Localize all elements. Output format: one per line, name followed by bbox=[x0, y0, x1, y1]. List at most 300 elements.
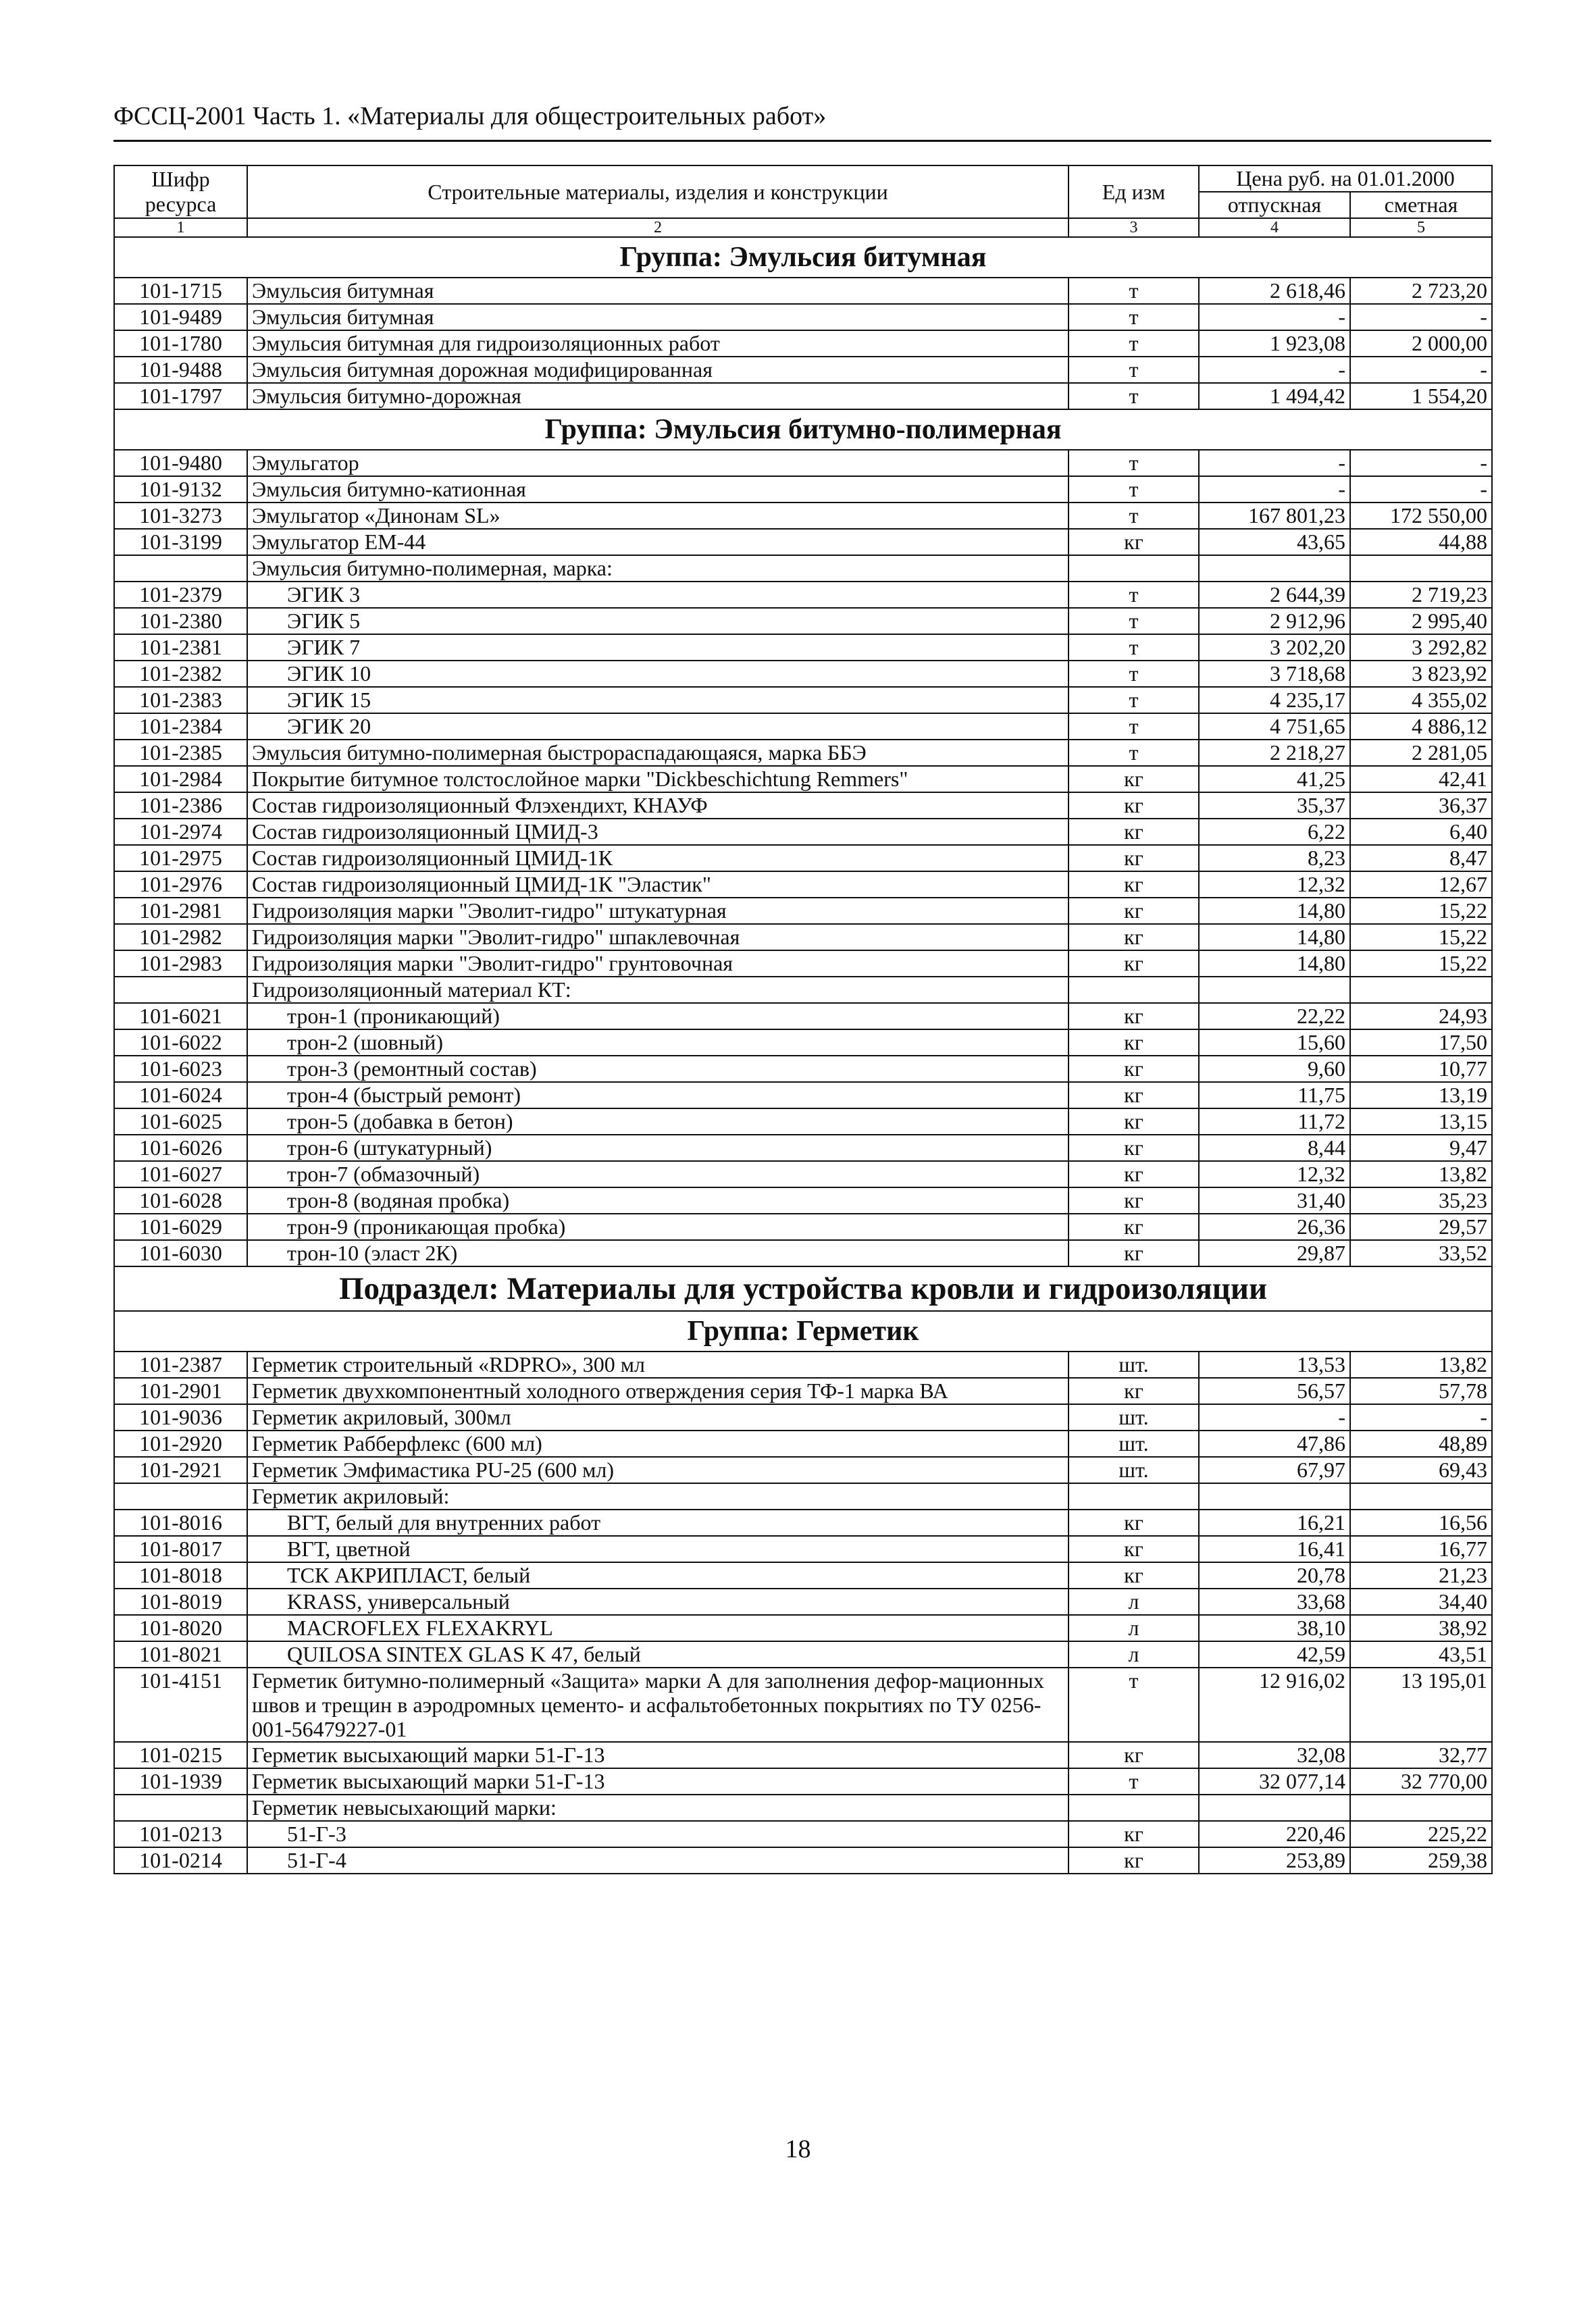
col-number: 2 bbox=[247, 218, 1069, 237]
release-price: 20,78 bbox=[1199, 1562, 1350, 1589]
page-number: 18 bbox=[785, 2135, 811, 2163]
table-row bbox=[114, 450, 1492, 476]
resource-code: 101-2382 bbox=[114, 661, 247, 687]
table-row bbox=[114, 582, 1492, 608]
col-number: 4 bbox=[1199, 218, 1350, 237]
material-name: трон-5 (добавка в бетон) bbox=[247, 1108, 1069, 1135]
material-name: трон-4 (быстрый ремонт) bbox=[247, 1082, 1069, 1108]
resource-code: 101-0214 bbox=[114, 1847, 247, 1874]
release-price: - bbox=[1199, 1404, 1350, 1431]
unit: т bbox=[1069, 1668, 1199, 1742]
release-price: 8,44 bbox=[1199, 1135, 1350, 1161]
price-table bbox=[113, 165, 1493, 1874]
code-cell bbox=[114, 1483, 247, 1510]
estimate-price: 3 823,92 bbox=[1350, 661, 1492, 687]
resource-code: 101-9132 bbox=[114, 476, 247, 503]
unit: л bbox=[1069, 1641, 1199, 1668]
unit: л bbox=[1069, 1589, 1199, 1615]
estimate-price: 12,67 bbox=[1350, 871, 1492, 898]
resource-code: 101-3199 bbox=[114, 529, 247, 555]
estimate-price: 13,15 bbox=[1350, 1108, 1492, 1135]
unit: кг bbox=[1069, 1214, 1199, 1240]
material-name: ЭГИК 7 bbox=[247, 634, 1069, 661]
resource-code: 101-1797 bbox=[114, 383, 247, 409]
material-name: трон-1 (проникающий) bbox=[247, 1003, 1069, 1029]
unit: кг bbox=[1069, 1187, 1199, 1214]
table-row bbox=[114, 871, 1492, 898]
unit: кг bbox=[1069, 1003, 1199, 1029]
material-name: трон-9 (проникающая пробка) bbox=[247, 1214, 1069, 1240]
material-name: Гидроизоляция марки "Эволит-гидро" штукатурная bbox=[247, 898, 1069, 924]
material-name: Герметик битумно-полимерный «Защита» марки А для заполнения дефор-мационных швов и трещин в аэродромных цементо- и асфальтобетонных покрытиях по ТУ 0256-001-56479227-01 bbox=[247, 1668, 1069, 1742]
subheading-name: Эмульсия битумно-полимерная, марка: bbox=[247, 555, 1069, 582]
unit: кг bbox=[1069, 1847, 1199, 1874]
table-row bbox=[114, 330, 1492, 357]
resource-code: 101-3273 bbox=[114, 503, 247, 529]
release-price: 16,41 bbox=[1199, 1536, 1350, 1562]
resource-code: 101-1780 bbox=[114, 330, 247, 357]
release-price: 3 718,68 bbox=[1199, 661, 1350, 687]
subheading-name: Герметик невысыхающий марки: bbox=[247, 1795, 1069, 1821]
unit: кг bbox=[1069, 1029, 1199, 1056]
material-name: Эмульсия битумно-полимерная быстрораспадающаяся, марка ББЭ bbox=[247, 740, 1069, 766]
estimate-price: 57,78 bbox=[1350, 1378, 1492, 1404]
resource-code: 101-8021 bbox=[114, 1641, 247, 1668]
table-row bbox=[114, 1135, 1492, 1161]
resource-code: 101-6030 bbox=[114, 1240, 247, 1266]
release-price: 38,10 bbox=[1199, 1615, 1350, 1641]
table-row bbox=[114, 1615, 1492, 1641]
resource-code: 101-6029 bbox=[114, 1214, 247, 1240]
resource-code: 101-6023 bbox=[114, 1056, 247, 1082]
unit: кг bbox=[1069, 871, 1199, 898]
unit: шт. bbox=[1069, 1431, 1199, 1457]
resource-code: 101-9488 bbox=[114, 357, 247, 383]
group-heading-row bbox=[114, 409, 1492, 450]
unit: т bbox=[1069, 661, 1199, 687]
page-header: ФССЦ-2001 Часть 1. «Материалы для общестроительных работ» bbox=[113, 102, 827, 130]
table-row bbox=[114, 1589, 1492, 1615]
material-name: QUILOSA SINTEX GLAS K 47, белый bbox=[247, 1641, 1069, 1668]
estimate-price: 17,50 bbox=[1350, 1029, 1492, 1056]
release-price: 41,25 bbox=[1199, 766, 1350, 792]
estimate-price-cell bbox=[1350, 977, 1492, 1003]
release-price: - bbox=[1199, 450, 1350, 476]
unit: кг bbox=[1069, 766, 1199, 792]
resource-code: 101-1939 bbox=[114, 1768, 247, 1795]
section-heading-row bbox=[114, 1266, 1492, 1311]
material-name: Гидроизоляция марки "Эволит-гидро" шпаклевочная bbox=[247, 924, 1069, 950]
table-row bbox=[114, 792, 1492, 819]
unit: т bbox=[1069, 582, 1199, 608]
unit: т bbox=[1069, 450, 1199, 476]
release-price-cell bbox=[1199, 1795, 1350, 1821]
estimate-price: 2 281,05 bbox=[1350, 740, 1492, 766]
release-price: 43,65 bbox=[1199, 529, 1350, 555]
unit: кг bbox=[1069, 845, 1199, 871]
material-name: ВГТ, цветной bbox=[247, 1536, 1069, 1562]
material-name: Эмульсия битумная bbox=[247, 278, 1069, 304]
resource-code: 101-6027 bbox=[114, 1161, 247, 1187]
table-row bbox=[114, 278, 1492, 304]
estimate-price: 15,22 bbox=[1350, 950, 1492, 977]
table-row bbox=[114, 357, 1492, 383]
unit: кг bbox=[1069, 819, 1199, 845]
estimate-price: 69,43 bbox=[1350, 1457, 1492, 1483]
release-price: - bbox=[1199, 304, 1350, 330]
material-name: Эмульсия битумная дорожная модифицированная bbox=[247, 357, 1069, 383]
release-price: 16,21 bbox=[1199, 1510, 1350, 1536]
resource-code: 101-6026 bbox=[114, 1135, 247, 1161]
release-price: 3 202,20 bbox=[1199, 634, 1350, 661]
estimate-price: 2 995,40 bbox=[1350, 608, 1492, 634]
estimate-price: 43,51 bbox=[1350, 1641, 1492, 1668]
release-price: 220,46 bbox=[1199, 1821, 1350, 1847]
header-release: отпускная bbox=[1199, 192, 1350, 218]
release-price: 2 218,27 bbox=[1199, 740, 1350, 766]
estimate-price: 13,82 bbox=[1350, 1161, 1492, 1187]
release-price: 22,22 bbox=[1199, 1003, 1350, 1029]
material-name: Герметик акриловый, 300мл bbox=[247, 1404, 1069, 1431]
subheading-row bbox=[114, 977, 1492, 1003]
table-row bbox=[114, 740, 1492, 766]
material-name: трон-2 (шовный) bbox=[247, 1029, 1069, 1056]
unit: т bbox=[1069, 740, 1199, 766]
release-price: 12,32 bbox=[1199, 1161, 1350, 1187]
table-row bbox=[114, 1082, 1492, 1108]
material-name: Герметик высыхающий марки 51-Г-13 bbox=[247, 1768, 1069, 1795]
release-price: 12 916,02 bbox=[1199, 1668, 1350, 1742]
material-name: Герметик Эмфимастика PU-25 (600 мл) bbox=[247, 1457, 1069, 1483]
release-price: - bbox=[1199, 357, 1350, 383]
resource-code: 101-2387 bbox=[114, 1352, 247, 1378]
table-row bbox=[114, 1161, 1492, 1187]
group-heading: Группа: Эмульсия битумная bbox=[114, 237, 1492, 278]
table-row bbox=[114, 1641, 1492, 1668]
estimate-price: 1 554,20 bbox=[1350, 383, 1492, 409]
table-row bbox=[114, 1768, 1492, 1795]
col-number: 5 bbox=[1350, 218, 1492, 237]
estimate-price: 16,77 bbox=[1350, 1536, 1492, 1562]
material-name: ЭГИК 10 bbox=[247, 661, 1069, 687]
release-price: 14,80 bbox=[1199, 924, 1350, 950]
material-name: Герметик двухкомпонентный холодного отверждения серия ТФ-1 марка ВА bbox=[247, 1378, 1069, 1404]
estimate-price: 35,23 bbox=[1350, 1187, 1492, 1214]
resource-code: 101-2921 bbox=[114, 1457, 247, 1483]
resource-code: 101-2982 bbox=[114, 924, 247, 950]
table-row bbox=[114, 1510, 1492, 1536]
table-row bbox=[114, 713, 1492, 740]
material-name: Герметик высыхающий марки 51-Г-13 bbox=[247, 1742, 1069, 1768]
estimate-price: 9,47 bbox=[1350, 1135, 1492, 1161]
resource-code: 101-2385 bbox=[114, 740, 247, 766]
unit: т bbox=[1069, 304, 1199, 330]
unit: т bbox=[1069, 383, 1199, 409]
estimate-price: 2 000,00 bbox=[1350, 330, 1492, 357]
unit: шт. bbox=[1069, 1457, 1199, 1483]
resource-code: 101-8016 bbox=[114, 1510, 247, 1536]
table-row bbox=[114, 1668, 1492, 1742]
resource-code: 101-0213 bbox=[114, 1821, 247, 1847]
unit: кг bbox=[1069, 898, 1199, 924]
resource-code: 101-6025 bbox=[114, 1108, 247, 1135]
resource-code: 101-2383 bbox=[114, 687, 247, 713]
unit-cell bbox=[1069, 1483, 1199, 1510]
release-price: 15,60 bbox=[1199, 1029, 1350, 1056]
material-name: Покрытие битумное толстослойное марки "Dickbeschichtung Remmers" bbox=[247, 766, 1069, 792]
unit: кг bbox=[1069, 1240, 1199, 1266]
material-name: Эмульгатор ЕМ-44 bbox=[247, 529, 1069, 555]
release-price: 9,60 bbox=[1199, 1056, 1350, 1082]
table-row bbox=[114, 1240, 1492, 1266]
estimate-price: 13,82 bbox=[1350, 1352, 1492, 1378]
material-name: ЭГИК 5 bbox=[247, 608, 1069, 634]
estimate-price: 172 550,00 bbox=[1350, 503, 1492, 529]
material-name: трон-6 (штукатурный) bbox=[247, 1135, 1069, 1161]
estimate-price: 225,22 bbox=[1350, 1821, 1492, 1847]
unit: т bbox=[1069, 330, 1199, 357]
material-name: Эмульгатор bbox=[247, 450, 1069, 476]
table-row bbox=[114, 529, 1492, 555]
estimate-price: - bbox=[1350, 304, 1492, 330]
resource-code: 101-2975 bbox=[114, 845, 247, 871]
table-row bbox=[114, 661, 1492, 687]
group-heading-row bbox=[114, 1311, 1492, 1352]
resource-code: 101-2386 bbox=[114, 792, 247, 819]
table-row bbox=[114, 634, 1492, 661]
estimate-price: 32,77 bbox=[1350, 1742, 1492, 1768]
resource-code: 101-9489 bbox=[114, 304, 247, 330]
resource-code: 101-8019 bbox=[114, 1589, 247, 1615]
material-name: ЭГИК 3 bbox=[247, 582, 1069, 608]
table-row bbox=[114, 1821, 1492, 1847]
estimate-price: 21,23 bbox=[1350, 1562, 1492, 1589]
code-cell bbox=[114, 1795, 247, 1821]
material-name: Состав гидроизоляционный ЦМИД-1К "Эластик" bbox=[247, 871, 1069, 898]
col-number: 3 bbox=[1069, 218, 1199, 237]
release-price: 4 235,17 bbox=[1199, 687, 1350, 713]
table-row bbox=[114, 383, 1492, 409]
release-price-cell bbox=[1199, 977, 1350, 1003]
release-price: 29,87 bbox=[1199, 1240, 1350, 1266]
estimate-price-cell bbox=[1350, 1483, 1492, 1510]
material-name: трон-3 (ремонтный состав) bbox=[247, 1056, 1069, 1082]
resource-code: 101-2983 bbox=[114, 950, 247, 977]
unit: шт. bbox=[1069, 1352, 1199, 1378]
estimate-price: 48,89 bbox=[1350, 1431, 1492, 1457]
release-price: 1 923,08 bbox=[1199, 330, 1350, 357]
release-price: 12,32 bbox=[1199, 871, 1350, 898]
estimate-price: 4 355,02 bbox=[1350, 687, 1492, 713]
group-heading: Группа: Герметик bbox=[114, 1311, 1492, 1352]
table-row bbox=[114, 950, 1492, 977]
resource-code: 101-9480 bbox=[114, 450, 247, 476]
estimate-price: 34,40 bbox=[1350, 1589, 1492, 1615]
unit: т bbox=[1069, 476, 1199, 503]
material-name: Эмульсия битумная для гидроизоляционных работ bbox=[247, 330, 1069, 357]
resource-code: 101-2984 bbox=[114, 766, 247, 792]
unit-cell bbox=[1069, 1795, 1199, 1821]
header-name: Строительные материалы, изделия и конструкции bbox=[247, 165, 1069, 218]
estimate-price-cell bbox=[1350, 555, 1492, 582]
resource-code: 101-2379 bbox=[114, 582, 247, 608]
table-row bbox=[114, 1404, 1492, 1431]
resource-code: 101-4151 bbox=[114, 1668, 247, 1742]
unit: кг bbox=[1069, 1161, 1199, 1187]
release-price: 56,57 bbox=[1199, 1378, 1350, 1404]
resource-code: 101-2380 bbox=[114, 608, 247, 634]
header-estimate: сметная bbox=[1350, 192, 1492, 218]
table-row bbox=[114, 1056, 1492, 1082]
unit: т bbox=[1069, 503, 1199, 529]
section-heading: Подраздел: Материалы для устройства кровли и гидроизоляции bbox=[114, 1266, 1492, 1311]
estimate-price-cell bbox=[1350, 1795, 1492, 1821]
resource-code: 101-8020 bbox=[114, 1615, 247, 1641]
release-price: 253,89 bbox=[1199, 1847, 1350, 1874]
material-name: Эмульсия битумно-дорожная bbox=[247, 383, 1069, 409]
resource-code: 101-6022 bbox=[114, 1029, 247, 1056]
table-row bbox=[114, 924, 1492, 950]
unit: т bbox=[1069, 713, 1199, 740]
unit-cell bbox=[1069, 555, 1199, 582]
unit: т bbox=[1069, 608, 1199, 634]
resource-code: 101-2981 bbox=[114, 898, 247, 924]
unit: кг bbox=[1069, 1378, 1199, 1404]
estimate-price: 29,57 bbox=[1350, 1214, 1492, 1240]
resource-code: 101-0215 bbox=[114, 1742, 247, 1768]
subheading-name: Гидроизоляционный материал КТ: bbox=[247, 977, 1069, 1003]
release-price: 11,72 bbox=[1199, 1108, 1350, 1135]
release-price-cell bbox=[1199, 555, 1350, 582]
table-row bbox=[114, 1003, 1492, 1029]
release-price-cell bbox=[1199, 1483, 1350, 1510]
unit: кг bbox=[1069, 950, 1199, 977]
unit: кг bbox=[1069, 1742, 1199, 1768]
release-price: 31,40 bbox=[1199, 1187, 1350, 1214]
material-name: трон-7 (обмазочный) bbox=[247, 1161, 1069, 1187]
subheading-row bbox=[114, 555, 1492, 582]
estimate-price: 36,37 bbox=[1350, 792, 1492, 819]
material-name: Гидроизоляция марки "Эволит-гидро" грунтовочная bbox=[247, 950, 1069, 977]
estimate-price: 33,52 bbox=[1350, 1240, 1492, 1266]
unit: кг bbox=[1069, 1510, 1199, 1536]
release-price: 32,08 bbox=[1199, 1742, 1350, 1768]
estimate-price: 24,93 bbox=[1350, 1003, 1492, 1029]
release-price: 33,68 bbox=[1199, 1589, 1350, 1615]
table-row bbox=[114, 1536, 1492, 1562]
release-price: 32 077,14 bbox=[1199, 1768, 1350, 1795]
material-name: трон-8 (водяная пробка) bbox=[247, 1187, 1069, 1214]
estimate-price: 3 292,82 bbox=[1350, 634, 1492, 661]
table-row bbox=[114, 1457, 1492, 1483]
estimate-price: 32 770,00 bbox=[1350, 1768, 1492, 1795]
estimate-price: - bbox=[1350, 357, 1492, 383]
material-name: Состав гидроизоляционный ЦМИД-1К bbox=[247, 845, 1069, 871]
estimate-price: 44,88 bbox=[1350, 529, 1492, 555]
material-name: Эмульсия битумная bbox=[247, 304, 1069, 330]
material-name: Эмульсия битумно-катионная bbox=[247, 476, 1069, 503]
table-row bbox=[114, 898, 1492, 924]
material-name: Эмульгатор «Динонам SL» bbox=[247, 503, 1069, 529]
header-rule bbox=[113, 140, 1491, 142]
table-row bbox=[114, 1847, 1492, 1874]
release-price: 13,53 bbox=[1199, 1352, 1350, 1378]
table-row bbox=[114, 1742, 1492, 1768]
table-row bbox=[114, 476, 1492, 503]
unit: т bbox=[1069, 357, 1199, 383]
unit: кг bbox=[1069, 792, 1199, 819]
table-row bbox=[114, 304, 1492, 330]
table-row bbox=[114, 1214, 1492, 1240]
resource-code: 101-8017 bbox=[114, 1536, 247, 1562]
resource-code: 101-9036 bbox=[114, 1404, 247, 1431]
header-code: Шифр ресурса bbox=[114, 165, 247, 218]
subheading-name: Герметик акриловый: bbox=[247, 1483, 1069, 1510]
resource-code: 101-8018 bbox=[114, 1562, 247, 1589]
unit: л bbox=[1069, 1615, 1199, 1641]
resource-code: 101-6024 bbox=[114, 1082, 247, 1108]
col-number: 1 bbox=[114, 218, 247, 237]
resource-code: 101-2976 bbox=[114, 871, 247, 898]
unit: т bbox=[1069, 278, 1199, 304]
table-row bbox=[114, 1352, 1492, 1378]
group-heading-row bbox=[114, 237, 1492, 278]
unit: кг bbox=[1069, 1562, 1199, 1589]
estimate-price: 13 195,01 bbox=[1350, 1668, 1492, 1742]
release-price: 1 494,42 bbox=[1199, 383, 1350, 409]
table-row bbox=[114, 1187, 1492, 1214]
group-heading: Группа: Эмульсия битумно-полимерная bbox=[114, 409, 1492, 450]
subheading-row bbox=[114, 1795, 1492, 1821]
estimate-price: 8,47 bbox=[1350, 845, 1492, 871]
material-name: ТСК АКРИПЛАСТ, белый bbox=[247, 1562, 1069, 1589]
release-price: 67,97 bbox=[1199, 1457, 1350, 1483]
material-name: ЭГИК 20 bbox=[247, 713, 1069, 740]
estimate-price: - bbox=[1350, 450, 1492, 476]
unit: т bbox=[1069, 687, 1199, 713]
unit: кг bbox=[1069, 1056, 1199, 1082]
resource-code: 101-2920 bbox=[114, 1431, 247, 1457]
resource-code: 101-2901 bbox=[114, 1378, 247, 1404]
table-row bbox=[114, 845, 1492, 871]
header-unit: Ед изм bbox=[1069, 165, 1199, 218]
release-price: 42,59 bbox=[1199, 1641, 1350, 1668]
estimate-price: 2 723,20 bbox=[1350, 278, 1492, 304]
resource-code: 101-2381 bbox=[114, 634, 247, 661]
estimate-price: 38,92 bbox=[1350, 1615, 1492, 1641]
material-name: 51-Г-3 bbox=[247, 1821, 1069, 1847]
material-name: трон-10 (эласт 2К) bbox=[247, 1240, 1069, 1266]
unit: кг bbox=[1069, 1135, 1199, 1161]
unit: кг bbox=[1069, 1536, 1199, 1562]
material-name: ЭГИК 15 bbox=[247, 687, 1069, 713]
code-cell bbox=[114, 555, 247, 582]
estimate-price: 4 886,12 bbox=[1350, 713, 1492, 740]
table-header bbox=[114, 165, 1492, 237]
table-row bbox=[114, 1108, 1492, 1135]
material-name: KRASS, универсальный bbox=[247, 1589, 1069, 1615]
release-price: 4 751,65 bbox=[1199, 713, 1350, 740]
table-body bbox=[114, 237, 1492, 1874]
release-price: 26,36 bbox=[1199, 1214, 1350, 1240]
material-name: MACROFLEX FLEXAKRYL bbox=[247, 1615, 1069, 1641]
unit: кг bbox=[1069, 924, 1199, 950]
resource-code: 101-1715 bbox=[114, 278, 247, 304]
header-price: Цена руб. на 01.01.2000 bbox=[1199, 165, 1492, 192]
release-price: 8,23 bbox=[1199, 845, 1350, 871]
release-price: 14,80 bbox=[1199, 950, 1350, 977]
unit: кг bbox=[1069, 1082, 1199, 1108]
